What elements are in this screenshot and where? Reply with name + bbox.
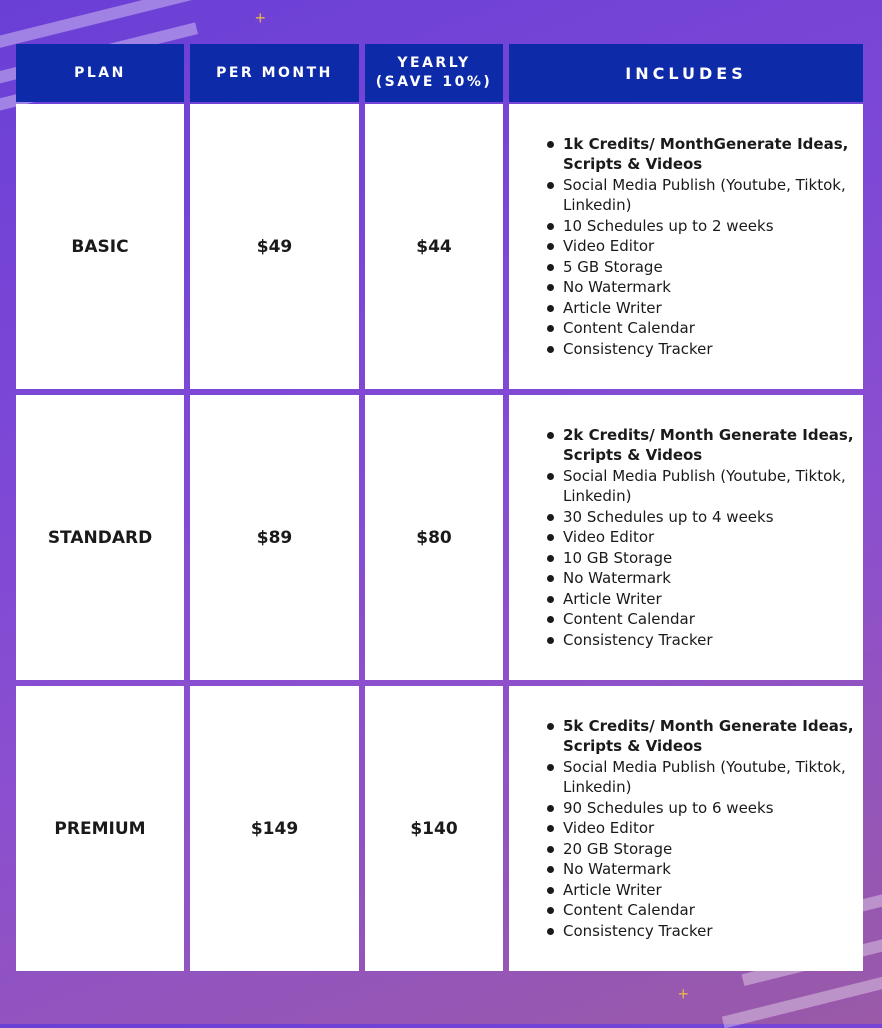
feature-item: 5k Credits/ Month Generate Ideas, Scripts & Videos — [545, 716, 863, 757]
price-yearly-cell — [365, 104, 503, 389]
feature-item: Social Media Publish (Youtube, Tiktok, Linkedin) — [545, 466, 863, 507]
header-per-month — [190, 44, 359, 102]
header-plan-label: PLAN — [74, 64, 126, 81]
header-yearly-note: (SAVE 10%) — [375, 74, 493, 90]
feature-item: Consistency Tracker — [545, 339, 863, 360]
price-yearly: $140 — [410, 818, 458, 839]
feature-item: Social Media Publish (Youtube, Tiktok, Linkedin) — [545, 757, 863, 798]
feature-item: 90 Schedules up to 6 weeks — [545, 798, 863, 819]
sparkle-icon: + — [255, 8, 266, 28]
feature-item: 1k Credits/ MonthGenerate Ideas, Scripts & Videos — [545, 134, 863, 175]
feature-item: Video Editor — [545, 527, 863, 548]
price-yearly-cell — [365, 395, 503, 680]
feature-item: 5 GB Storage — [545, 257, 863, 278]
feature-item: Article Writer — [545, 880, 863, 901]
features-cell — [509, 395, 863, 680]
feature-list — [545, 134, 863, 360]
sparkle-icon: + — [678, 984, 689, 1004]
plan-name: PREMIUM — [54, 818, 146, 839]
feature-item: No Watermark — [545, 568, 863, 589]
feature-item: 2k Credits/ Month Generate Ideas, Scripts & Videos — [545, 425, 863, 466]
feature-item: Consistency Tracker — [545, 630, 863, 651]
feature-item: No Watermark — [545, 277, 863, 298]
header-per-month-label: PER MONTH — [216, 64, 333, 81]
price-yearly: $44 — [416, 236, 452, 257]
header-includes — [509, 44, 863, 102]
feature-item: Social Media Publish (Youtube, Tiktok, Linkedin) — [545, 175, 863, 216]
feature-item: Article Writer — [545, 589, 863, 610]
feature-item: Consistency Tracker — [545, 921, 863, 942]
header-yearly — [365, 44, 503, 102]
plan-name-cell — [16, 104, 184, 389]
price-monthly-cell — [190, 395, 359, 680]
feature-item: No Watermark — [545, 859, 863, 880]
feature-item: Video Editor — [545, 236, 863, 257]
plan-name: STANDARD — [47, 527, 153, 548]
header-includes-label: INCLUDES — [625, 63, 747, 83]
feature-item: Content Calendar — [545, 900, 863, 921]
feature-item: 10 GB Storage — [545, 548, 863, 569]
plan-name-cell — [16, 395, 184, 680]
price-yearly: $80 — [416, 527, 452, 548]
features-cell — [509, 104, 863, 389]
feature-item: 20 GB Storage — [545, 839, 863, 860]
features-cell — [509, 686, 863, 971]
feature-item: Video Editor — [545, 818, 863, 839]
price-monthly: $89 — [256, 527, 293, 548]
header-yearly-label: YEARLY — [397, 55, 471, 71]
feature-item: 10 Schedules up to 2 weeks — [545, 216, 863, 237]
feature-item: Content Calendar — [545, 318, 863, 339]
price-monthly: $49 — [256, 236, 293, 257]
price-monthly-cell — [190, 104, 359, 389]
price-monthly-cell — [190, 686, 359, 971]
price-yearly-cell — [365, 686, 503, 971]
plan-name-cell — [16, 686, 184, 971]
feature-item: Content Calendar — [545, 609, 863, 630]
feature-list — [545, 716, 863, 942]
header-plan — [16, 44, 184, 102]
price-monthly: $149 — [250, 818, 299, 839]
feature-item: Article Writer — [545, 298, 863, 319]
plan-name: BASIC — [71, 236, 129, 257]
feature-list — [545, 425, 863, 651]
feature-item: 30 Schedules up to 4 weeks — [545, 507, 863, 528]
